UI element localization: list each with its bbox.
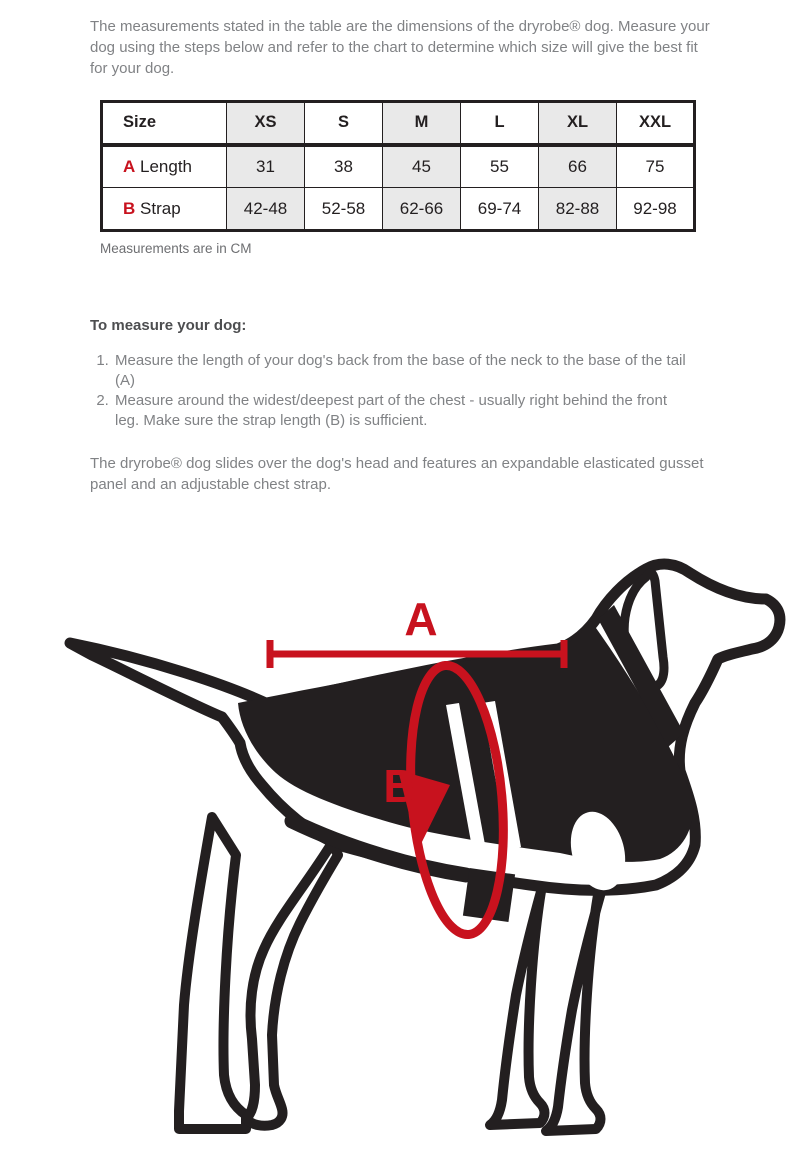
strap-value-s: 52-58 [305,188,383,231]
column-header-xl: XL [539,102,617,145]
table-row-length [102,145,695,188]
row-label-length [102,145,227,188]
intro-paragraph: The measurements stated in the table are the dimensions of the dryrobe® dog. Measure your dog using the steps below and refer to the chart to determine which size will give the best fit for your dog. [90,18,710,77]
dog-far-hind-leg [179,817,246,1129]
strap-value-xl: 82-88 [539,188,617,231]
letter-b-marker: B [123,198,136,218]
step-item-2: 2. Measure around the widest/deepest part of the chest - usually right behind the front leg. Make sure the strap length (B) is sufficient. [113,391,695,431]
dog-measurement-diagram [0,555,796,1147]
length-value-xl: 66 [539,145,617,188]
measure-heading: To measure your dog: [90,317,247,334]
column-header-l: L [461,102,539,145]
measurements-unit-note: Measurements are in CM [100,241,252,256]
length-value-m: 45 [383,145,461,188]
length-value-xs: 31 [227,145,305,188]
dog-near-hind-leg [246,843,338,1126]
length-value-s: 38 [305,145,383,188]
row-label-strap-text: Strap [140,198,181,218]
row-label-strap [102,188,227,231]
column-header-m: M [383,102,461,145]
column-header-xxl: XXL [617,102,695,145]
row-label-length-text: Length [140,156,193,176]
strap-value-xs: 42-48 [227,188,305,231]
letter-a-marker: A [123,156,136,176]
strap-value-xxl: 92-98 [617,188,695,231]
strap-value-l: 69-74 [461,188,539,231]
strap-value-m: 62-66 [383,188,461,231]
column-header-xs: XS [227,102,305,145]
measure-steps-list [90,351,695,431]
length-value-xxl: 75 [617,145,695,188]
dog-near-front-leg [546,855,612,1131]
girth-label-b: B [383,760,417,812]
size-table [100,100,696,232]
step-item-1: 1. Measure the length of your dog's back from the base of the neck to the base of the tail (A) [113,351,695,391]
length-value-l: 55 [461,145,539,188]
table-row-strap [102,188,695,231]
size-table-header-row [102,102,695,145]
size-column-header: Size [102,102,227,145]
length-label-a: A [404,593,438,645]
size-guide-page [0,0,796,495]
column-header-s: S [305,102,383,145]
outro-paragraph: The dryrobe® dog slides over the dog's head and features an expandable elasticated gusset panel and an adjustable chest strap. [90,455,704,493]
